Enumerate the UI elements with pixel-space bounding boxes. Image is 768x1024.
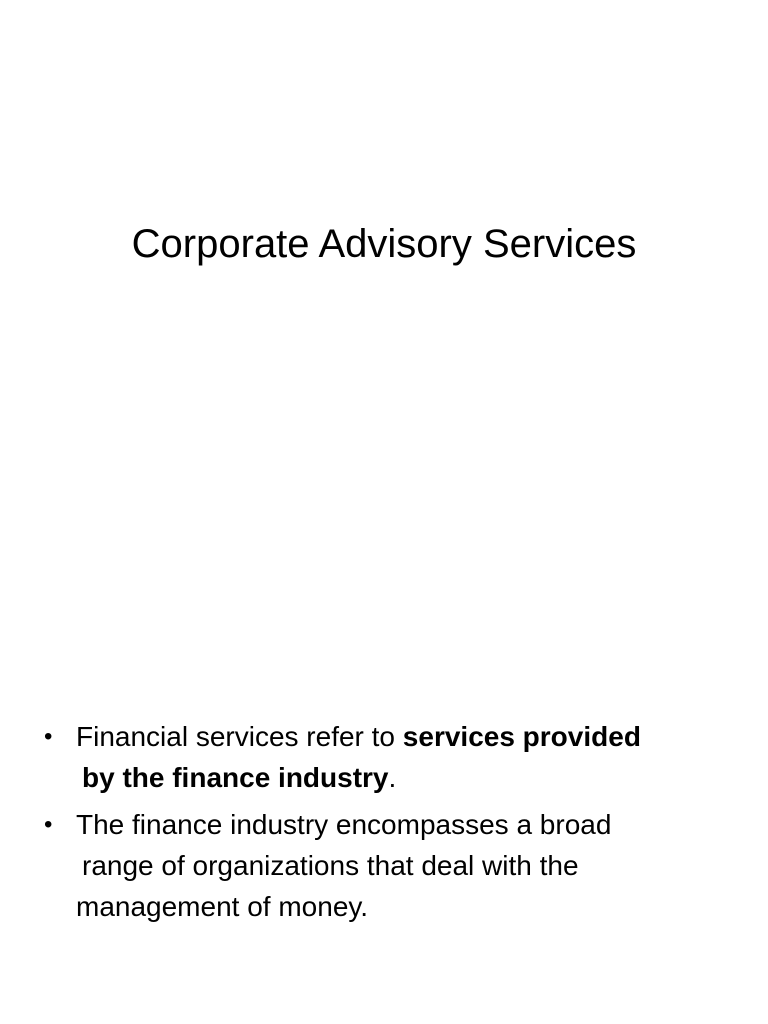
- bullet-line: [76, 757, 734, 798]
- bullet-text: Financial services refer to: [76, 721, 403, 752]
- bullet-line: [76, 845, 734, 886]
- bullet-line: [76, 716, 734, 757]
- slide-title: Corporate Advisory Services: [131, 222, 637, 266]
- bullet-line: [76, 804, 734, 845]
- bullet-dot-icon: •: [44, 723, 53, 750]
- bullet-bold-text: services provided: [402, 721, 641, 752]
- bullet-text: The finance industry encompasses a broad: [76, 809, 612, 840]
- bullet-item: [44, 716, 734, 798]
- bullet-text: management of money.: [76, 891, 369, 922]
- bullet-item: [44, 804, 734, 927]
- bullet-line: [76, 886, 734, 927]
- bullet-text: .: [388, 762, 397, 793]
- bullet-bold-text: by the finance industry: [82, 762, 389, 793]
- bullet-dot-icon: •: [44, 811, 53, 838]
- bullet-list: [44, 716, 734, 933]
- bullet-text: range of organizations that deal with the: [82, 850, 579, 881]
